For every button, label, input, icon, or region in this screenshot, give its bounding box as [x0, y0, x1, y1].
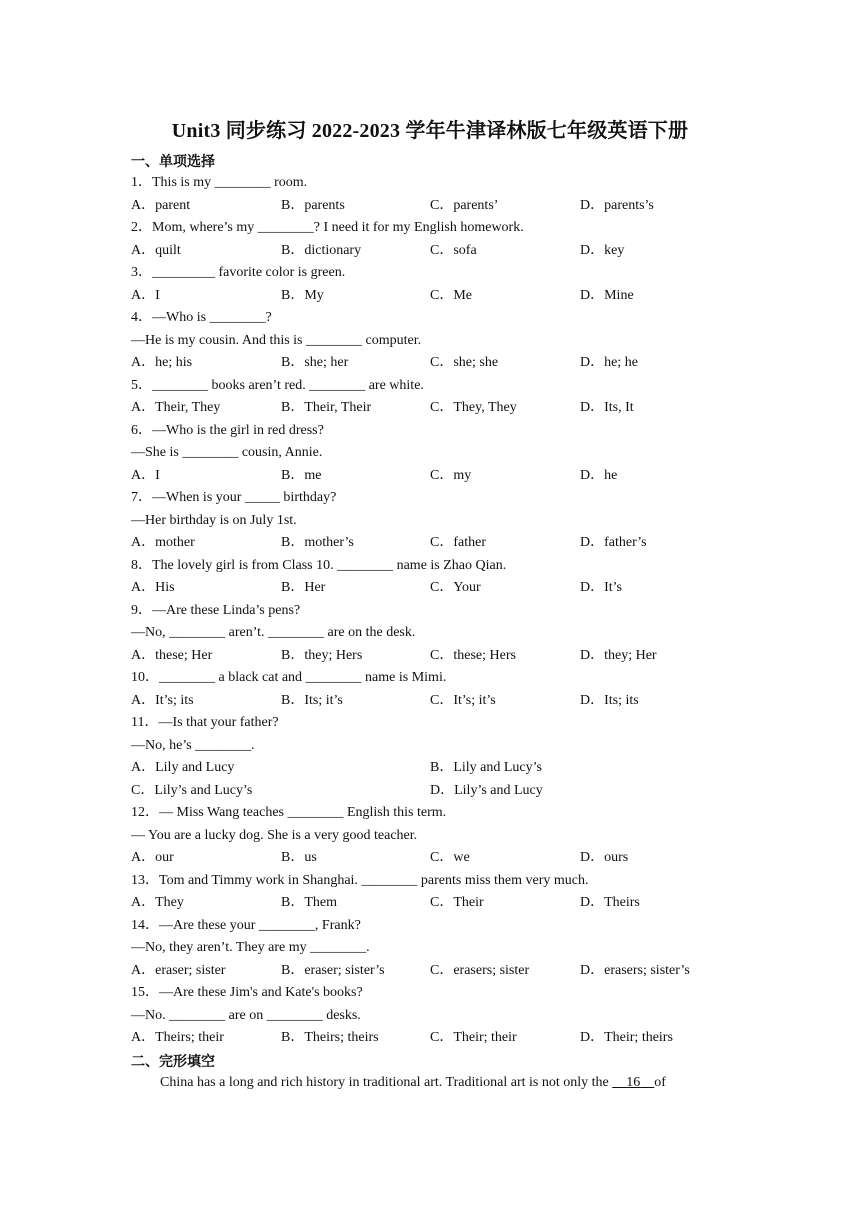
answer-option: C．Your	[430, 580, 481, 595]
question-stem: 3．_________ favorite color is green.	[131, 265, 346, 280]
answer-option: B．My	[281, 287, 324, 303]
answer-option: C．Their	[430, 895, 484, 910]
answer-option: A．I	[131, 287, 160, 303]
answer-option: A．It’s; its	[131, 692, 194, 708]
answer-option: C．It’s; it’s	[430, 692, 496, 708]
question-stem: 14．—Are these your ________, Frank?	[131, 917, 361, 933]
answer-option: C．They, They	[430, 400, 517, 415]
answer-option: A．They	[131, 895, 184, 910]
answer-option: A．eraser; sister	[131, 962, 226, 978]
answer-option: B．eraser; sister’s	[281, 962, 385, 978]
answer-option: C．these; Hers	[430, 647, 516, 663]
answer-option: D．Their; theirs	[580, 1030, 673, 1045]
question-stem: 4．—Who is ________?	[131, 310, 272, 325]
answer-option: D．Mine	[580, 287, 634, 303]
question-dialogue-line: —No, he’s ________.	[131, 737, 255, 753]
question-dialogue-line: —No, ________ aren’t. ________ are on the desk.	[131, 625, 416, 640]
question-stem: 8．The lovely girl is from Class 10. ________ name is Zhao Qian.	[131, 557, 507, 573]
answer-option: D．Theirs	[580, 895, 640, 910]
answer-option: C．erasers; sister	[430, 962, 530, 978]
section-heading-cloze: 二、完形填空	[131, 1053, 215, 1070]
answer-option: B．parents	[281, 197, 345, 213]
answer-option: A．he; his	[131, 355, 193, 370]
question-stem: 10．________ a black cat and ________ name is Mimi.	[131, 670, 447, 685]
answer-option: D．It’s	[580, 580, 622, 595]
question-stem: 15．—Are these Jim's and Kate's books?	[131, 985, 363, 1000]
answer-option: B．dictionary	[281, 242, 362, 258]
answer-option: C．father	[430, 535, 486, 550]
answer-option: B．Its; it’s	[281, 692, 343, 708]
answer-option: D．Lily’s and Lucy	[430, 782, 543, 798]
section-heading-single-choice: 一、单项选择	[131, 154, 215, 170]
answer-option: B．us	[281, 850, 317, 865]
answer-option: D．he	[580, 467, 618, 483]
answer-option: B．she; her	[281, 355, 349, 370]
question-dialogue-line: —She is ________ cousin, Annie.	[131, 445, 323, 460]
answer-option: B．Lily and Lucy’s	[430, 760, 542, 775]
blank-number: 16	[626, 1075, 641, 1090]
answer-option: B．mother’s	[281, 535, 354, 550]
question-stem: 11．—Is that your father?	[131, 715, 279, 730]
answer-option: A．our	[131, 850, 174, 865]
answer-option: A．parent	[131, 197, 191, 213]
question-stem: 2．Mom, where’s my ________? I need it for my English homework.	[131, 220, 524, 235]
answer-option: B．Their, Their	[281, 400, 372, 415]
answer-option: D．key	[580, 242, 625, 258]
answer-option: C．Me	[430, 287, 472, 303]
answer-option: B．Her	[281, 580, 326, 595]
question-dialogue-line: —He is my cousin. And this is ________ computer.	[131, 332, 422, 348]
question-stem: 7．—When is your _____ birthday?	[131, 490, 337, 505]
answer-option: A．quilt	[131, 242, 181, 258]
answer-option: A．I	[131, 467, 160, 483]
answer-option: A．Theirs; their	[131, 1030, 224, 1045]
answer-option: C．sofa	[430, 242, 477, 258]
answer-option: B．Theirs; theirs	[281, 1030, 379, 1045]
answer-option: C．Their; their	[430, 1030, 517, 1045]
answer-option: A．mother	[131, 535, 195, 550]
answer-option: D．Its, It	[580, 400, 634, 415]
question-dialogue-line: —No. ________ are on ________ desks.	[131, 1007, 361, 1023]
question-stem: 12．— Miss Wang teaches ________ English this term.	[131, 805, 447, 820]
answer-option: D．they; Her	[580, 647, 657, 663]
answer-option: A．Lily and Lucy	[131, 760, 235, 775]
question-dialogue-line: — You are a lucky dog. She is a very good teacher.	[131, 827, 418, 843]
answer-option: C．we	[430, 850, 470, 865]
passage-text: China has a long and rich history in traditional art. Traditional art is not only the	[160, 1075, 613, 1090]
answer-option: D．erasers; sister’s	[580, 962, 690, 978]
answer-option: D．ours	[580, 850, 629, 865]
answer-option: B．me	[281, 467, 322, 483]
answer-option: A．Their, They	[131, 400, 221, 415]
answer-option: C．Lily’s and Lucy’s	[131, 782, 253, 798]
answer-option: B．Them	[281, 895, 337, 910]
page-title: Unit3 同步练习 2022-2023 学年牛津译林版七年级英语下册	[171, 120, 689, 142]
question-stem: 13．Tom and Timmy work in Shanghai. ________ parents miss them very much.	[131, 872, 589, 888]
question-stem: 1．This is my ________ room.	[131, 175, 308, 190]
answer-option: C．she; she	[430, 355, 499, 370]
question-stem: 6．—Who is the girl in red dress?	[131, 422, 324, 438]
answer-option: C．my	[430, 467, 472, 483]
answer-option: B．they; Hers	[281, 647, 363, 663]
passage-blank	[612, 1075, 654, 1090]
question-dialogue-line: —No, they aren’t. They are my ________.	[131, 940, 370, 955]
answer-option: D．Its; its	[580, 692, 639, 708]
question-stem: 9．—Are these Linda’s pens?	[131, 602, 301, 618]
passage-text-after: of	[654, 1075, 666, 1090]
question-stem: 5．________ books aren’t red. ________ are white.	[131, 377, 424, 393]
answer-option: A．these; Her	[131, 647, 213, 663]
cloze-passage	[160, 1074, 740, 1092]
answer-option: A．His	[131, 580, 175, 595]
answer-option: D．parents’s	[580, 197, 654, 213]
answer-option: D．father’s	[580, 535, 647, 550]
answer-option: C．parents’	[430, 197, 499, 213]
question-dialogue-line: —Her birthday is on July 1st.	[131, 512, 297, 528]
answer-option: D．he; he	[580, 355, 638, 370]
